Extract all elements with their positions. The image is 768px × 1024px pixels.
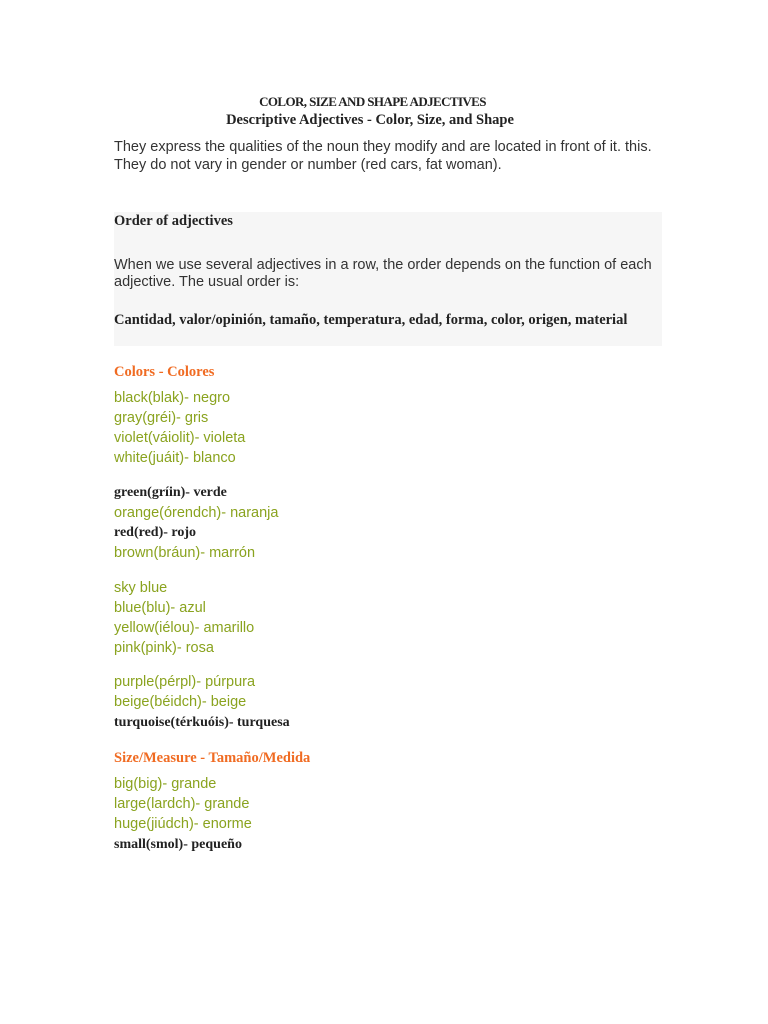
size-heading: Size/Measure - Tamaño/Medida: [114, 750, 311, 766]
intro-paragraph: They express the qualities of the noun they modify and are located in front of it. this. They do not vary in gender or number (red cars, fat woman).: [114, 139, 652, 173]
document-subtitle: Descriptive Adjectives - Color, Size, and Shape: [226, 112, 514, 128]
color-item: violet(váiolit)- violeta: [114, 430, 246, 446]
color-item: green(gríin)- verde: [114, 485, 227, 500]
color-item: beige(béidch)- beige: [114, 694, 247, 710]
order-list: Cantidad, valor/opinión, tamaño, temperatura, edad, forma, color, origen, material: [114, 312, 628, 328]
size-item: huge(jiúdch)- enorme: [114, 816, 252, 832]
color-item: orange(órendch)- naranja: [114, 505, 279, 521]
color-item: blue(blu)- azul: [114, 600, 206, 616]
size-item: small(smol)- pequeño: [114, 837, 242, 852]
color-item: turquoise(térkuóis)- turquesa: [114, 715, 290, 730]
color-item: yellow(iélou)- amarillo: [114, 620, 255, 636]
color-item: gray(gréi)- gris: [114, 410, 209, 426]
size-item: big(big)- grande: [114, 776, 217, 792]
size-item: large(lardch)- grande: [114, 796, 250, 812]
color-item: white(juáit)- blanco: [114, 450, 236, 466]
color-item: purple(pérpl)- púrpura: [114, 674, 256, 690]
order-heading: Order of adjectives: [114, 213, 233, 229]
color-item: brown(bráun)- marrón: [114, 545, 256, 561]
colors-heading: Colors - Colores: [114, 364, 215, 380]
order-paragraph: When we use several adjectives in a row, the order depends on the function of each adjective. The usual order is:: [114, 257, 652, 290]
color-item: black(blak)- negro: [114, 390, 231, 406]
color-item: red(red)- rojo: [114, 525, 197, 540]
color-item: sky blue: [114, 580, 168, 596]
document-title: COLOR, SIZE AND SHAPE ADJECTIVES: [259, 94, 486, 109]
color-item: pink(pink)- rosa: [114, 640, 214, 656]
